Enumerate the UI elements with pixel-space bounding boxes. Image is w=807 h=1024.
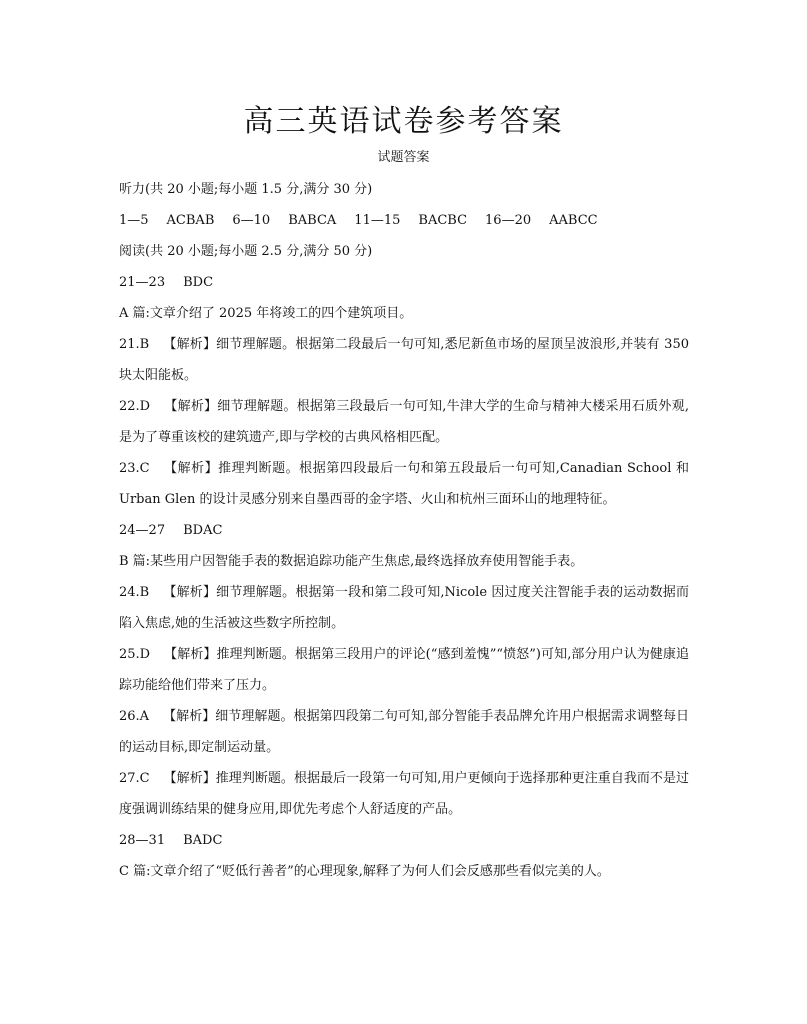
listening-answer: BACBC [418,213,468,228]
explanation-text: 【解析】细节理解题。根据第四段第二句可知,部分智能手表品牌允许用户根据需求调整每日的运动目标,即定制运动量。 [119,709,689,755]
group-b-answers [119,515,689,546]
question-number: 25.D [119,647,151,662]
listening-answers [119,205,689,236]
listening-range: 16—20 [485,213,532,228]
listening-answer: ACBAB [166,213,215,228]
group-a-summary: A 篇:文章介绍了 2025 年将竣工的四个建筑项目。 [119,306,413,321]
group-range: 28—31 [119,833,166,848]
question-explanation [119,391,689,453]
group-b-summary: B 篇:某些用户因智能手表的数据追踪功能产生焦虑,最终选择放弃使用智能手表。 [119,554,584,569]
explanation-text: 【解析】细节理解题。根据第三段最后一句可知,牛津大学的生命与精神大楼采用石质外观,是为了尊重该校的建筑遗产,即与学校的古典风格相匹配。 [119,399,689,445]
group-answers: BADC [183,833,223,848]
question-number: 24.B [119,585,150,600]
question-explanation [119,763,689,825]
listening-answer: AABCC [549,213,598,228]
page-subtitle: 试题答案 [377,150,430,165]
reading-header: 阅读(共 20 小题;每小题 2.5 分,满分 50 分) [119,244,373,259]
question-number: 23.C [119,461,150,476]
question-explanation [119,329,689,391]
question-explanation [119,453,689,515]
question-number: 21.B [119,337,150,352]
listening-range: 1—5 [119,213,149,228]
question-number: 22.D [119,399,151,414]
answer-content [119,174,689,887]
question-explanation [119,639,689,701]
explanation-text: 【解析】细节理解题。根据第一段和第二段可知,Nicole 因过度关注智能手表的运动数据而陷入焦虑,她的生活被这些数字所控制。 [119,585,689,631]
listening-range: 6—10 [232,213,271,228]
question-explanation [119,701,689,763]
group-c-summary: C 篇:文章介绍了“贬低行善者”的心理现象,解释了为何人们会反感那些看似完美的人。 [119,864,610,879]
listening-range: 11—15 [354,213,401,228]
group-answers: BDC [183,275,214,290]
group-answers: BDAC [183,523,223,538]
group-range: 21—23 [119,275,166,290]
listening-answer: BABCA [288,213,337,228]
group-range: 24—27 [119,523,166,538]
listening-header: 听力(共 20 小题;每小题 1.5 分,满分 30 分) [119,182,373,197]
page-title: 高三英语试卷参考答案 [243,104,564,139]
explanation-text: 【解析】推理判断题。根据最后一段第一句可知,用户更倾向于选择那种更注重自我而不是过度强调训练结果的健身应用,即优先考虑个人舒适度的产品。 [119,771,689,817]
question-explanation [119,577,689,639]
explanation-text: 【解析】推理判断题。根据第三段用户的评论(“感到羞愧”“愤怒”)可知,部分用户认为健康追踪功能给他们带来了压力。 [119,647,689,693]
group-a-answers [119,267,689,298]
group-c-answers [119,825,689,856]
explanation-text: 【解析】推理判断题。根据第四段最后一句和第五段最后一句可知,Canadian School 和 Urban Glen 的设计灵感分别来自墨西哥的金字塔、火山和杭州三面环山的地理特征。 [119,461,689,507]
question-number: 27.C [119,771,150,786]
explanation-text: 【解析】细节理解题。根据第二段最后一句可知,悉尼新鱼市场的屋顶呈波浪形,并装有 350 块太阳能板。 [119,337,689,383]
question-number: 26.A [119,709,150,724]
